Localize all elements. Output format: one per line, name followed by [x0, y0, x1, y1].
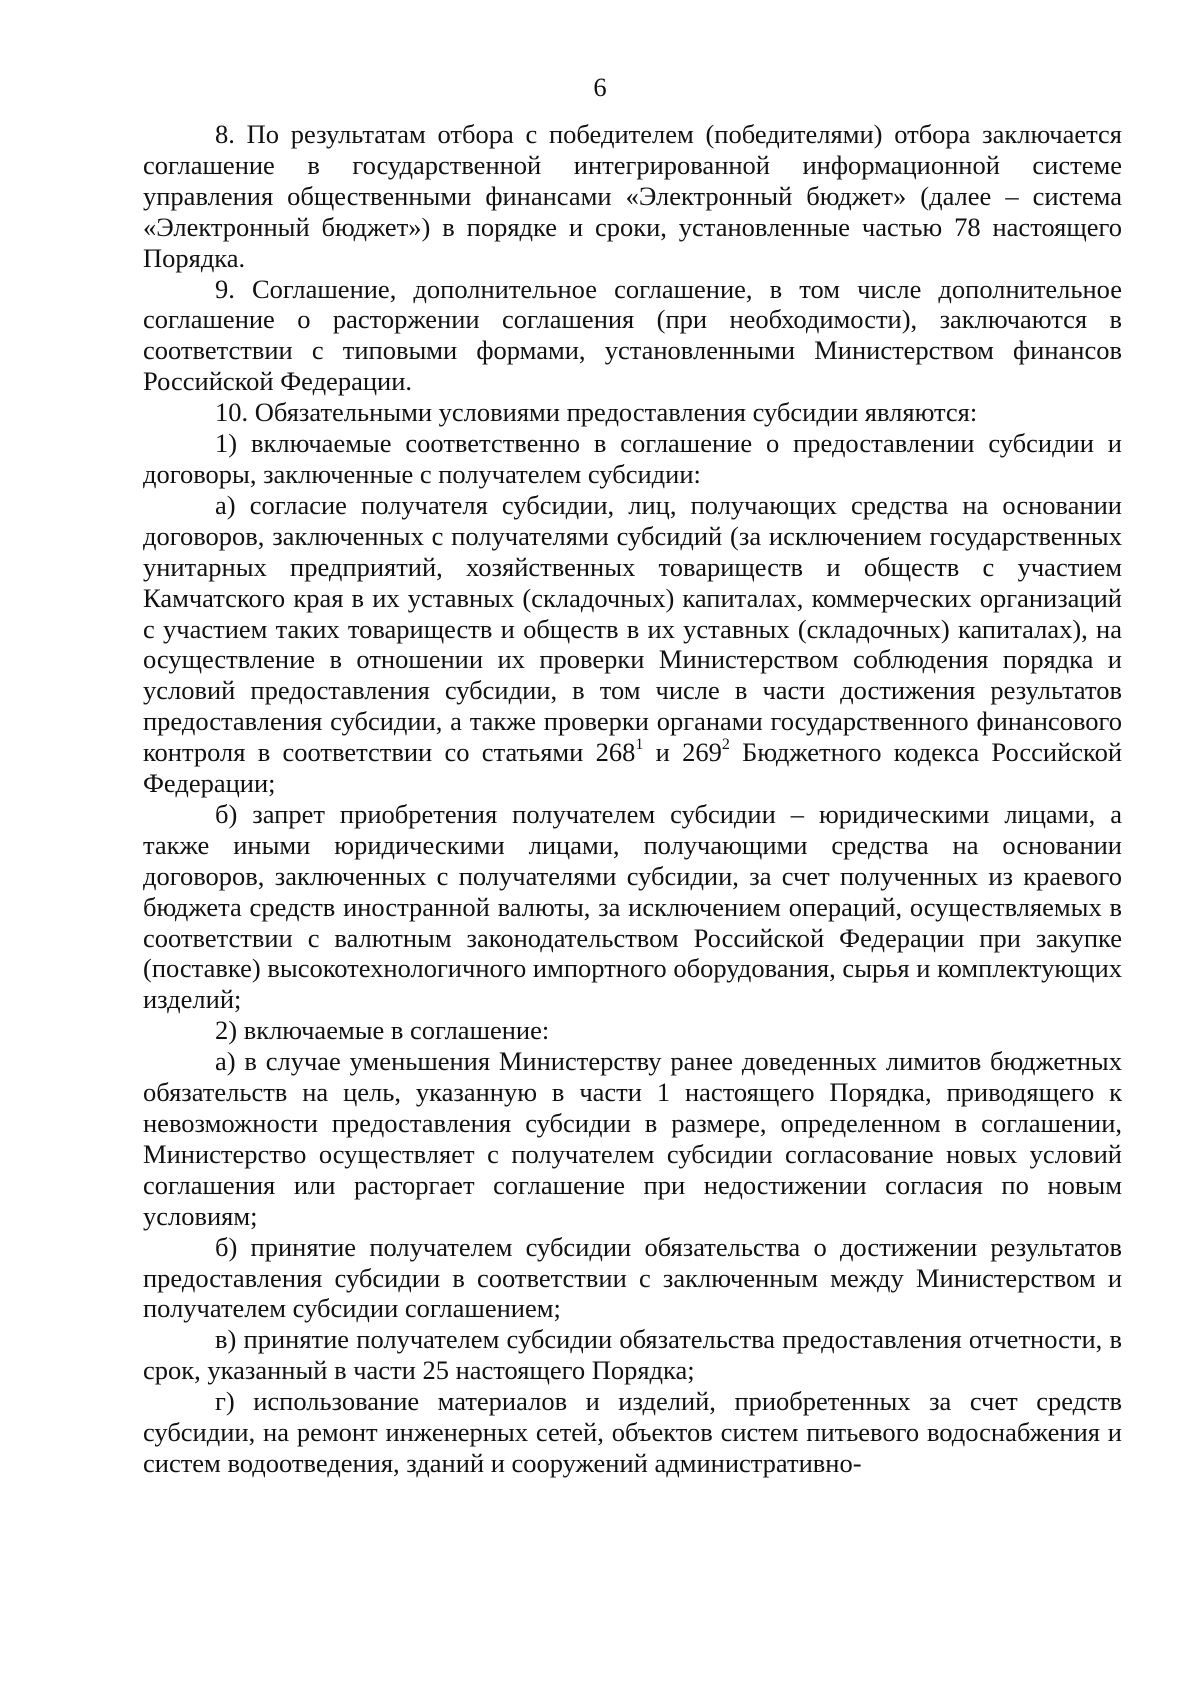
item-10-1-a-text: а) согласие получателя субсидии, лиц, получающих средства на основании договоров, заключенных с получателями субсидий (за исключением государственных унитарных предприятий, хозяйственных товариществ и обществ с участием Камчатского края в их уставных (складочных) капиталах, коммерческих организаций с участием таких товариществ и обществ в их уставных (складочных) капиталах), на осуществление в отношении их проверки Министерством соблюдения порядка и условий предоставления субсидии, в том числе в части достижения результатов предоставления субсидии, а также проверки органами государственного финансового контроля в соответствии со статьями 268 [143, 489, 1122, 768]
item-10-1-b: б) запрет приобретения получателем субсидии – юридическими лицами, а также иными юридическими лицами, получающими средства на основании договоров, заключенных с получателями субсидии, за счет полученных из краевого бюджета средств иностранной валюты, за исключением операций, осуществляемых в соответствии с валютным законодательством Российской Федерации при закупке (поставке) высокотехнологичного импортного оборудования, сырья и комплектующих изделий; [143, 798, 1122, 1015]
subparagraph-10-1: 1) включаемые соответственно в соглашение о предоставлении субсидии и договоры, заключенные с получателем субсидии: [143, 428, 1122, 489]
page-number: 6 [593, 72, 607, 102]
item-10-2-v: в) принятие получателем субсидии обязательства предоставления отчетности, в срок, указанный в части 25 настоящего Порядка; [143, 1324, 1122, 1386]
subparagraph-10-2: 2) включаемые в соглашение: [215, 1015, 550, 1046]
item-10-2-b: б) принятие получателем субсидии обязательства о достижении результатов предоставления субсидии в соответствии с заключенным между Министерством и получателем субсидии соглашением; [143, 1231, 1122, 1324]
item-10-2-a: а) в случае уменьшения Министерству ранее доведенных лимитов бюджетных обязательств на цель, указанную в части 1 настоящего Порядка, приводящего к невозможности предоставления субсидии в размере, определенном в соглашении, Министерство осуществляет с получателем субсидии согласование новых условий соглашения или расторгает соглашение при недостижении согласия по новым условиям; [143, 1046, 1122, 1231]
document-body [143, 119, 1122, 1479]
paragraph-8: 8. По результатам отбора с победителем (победителями) отбора заключается соглашение в государственной интегрированной информационной системе управления общественными финансами «Электронный бюджет» (далее – система «Электронный бюджет») в порядке и сроки, установленные частью 78 настоящего Порядка. [143, 119, 1122, 273]
paragraph-10: 10. Обязательными условиями предоставления субсидии являются: [215, 397, 978, 428]
article-268-superscript: 1 [635, 736, 644, 754]
item-10-2-g: г) использование материалов и изделий, приобретенных за счет средств субсидии, на ремонт инженерных сетей, объектов систем питьевого водоснабжения и систем водоотведения, зданий и сооружений административно- [143, 1386, 1122, 1478]
item-10-1-a-conjunction: и 269 [643, 737, 722, 768]
article-269-superscript: 2 [721, 736, 730, 754]
item-10-1-a [143, 490, 1122, 799]
item-10-1-a-ending: Бюджетного кодекса Российской Федерации; [143, 737, 1122, 799]
paragraph-9: 9. Соглашение, дополнительное соглашение, в том числе дополнительное соглашение о расторжении соглашения (при необходимости), заключаются в соответствии с типовыми формами, установленными Министерством финансов Российской Федерации. [143, 273, 1122, 397]
